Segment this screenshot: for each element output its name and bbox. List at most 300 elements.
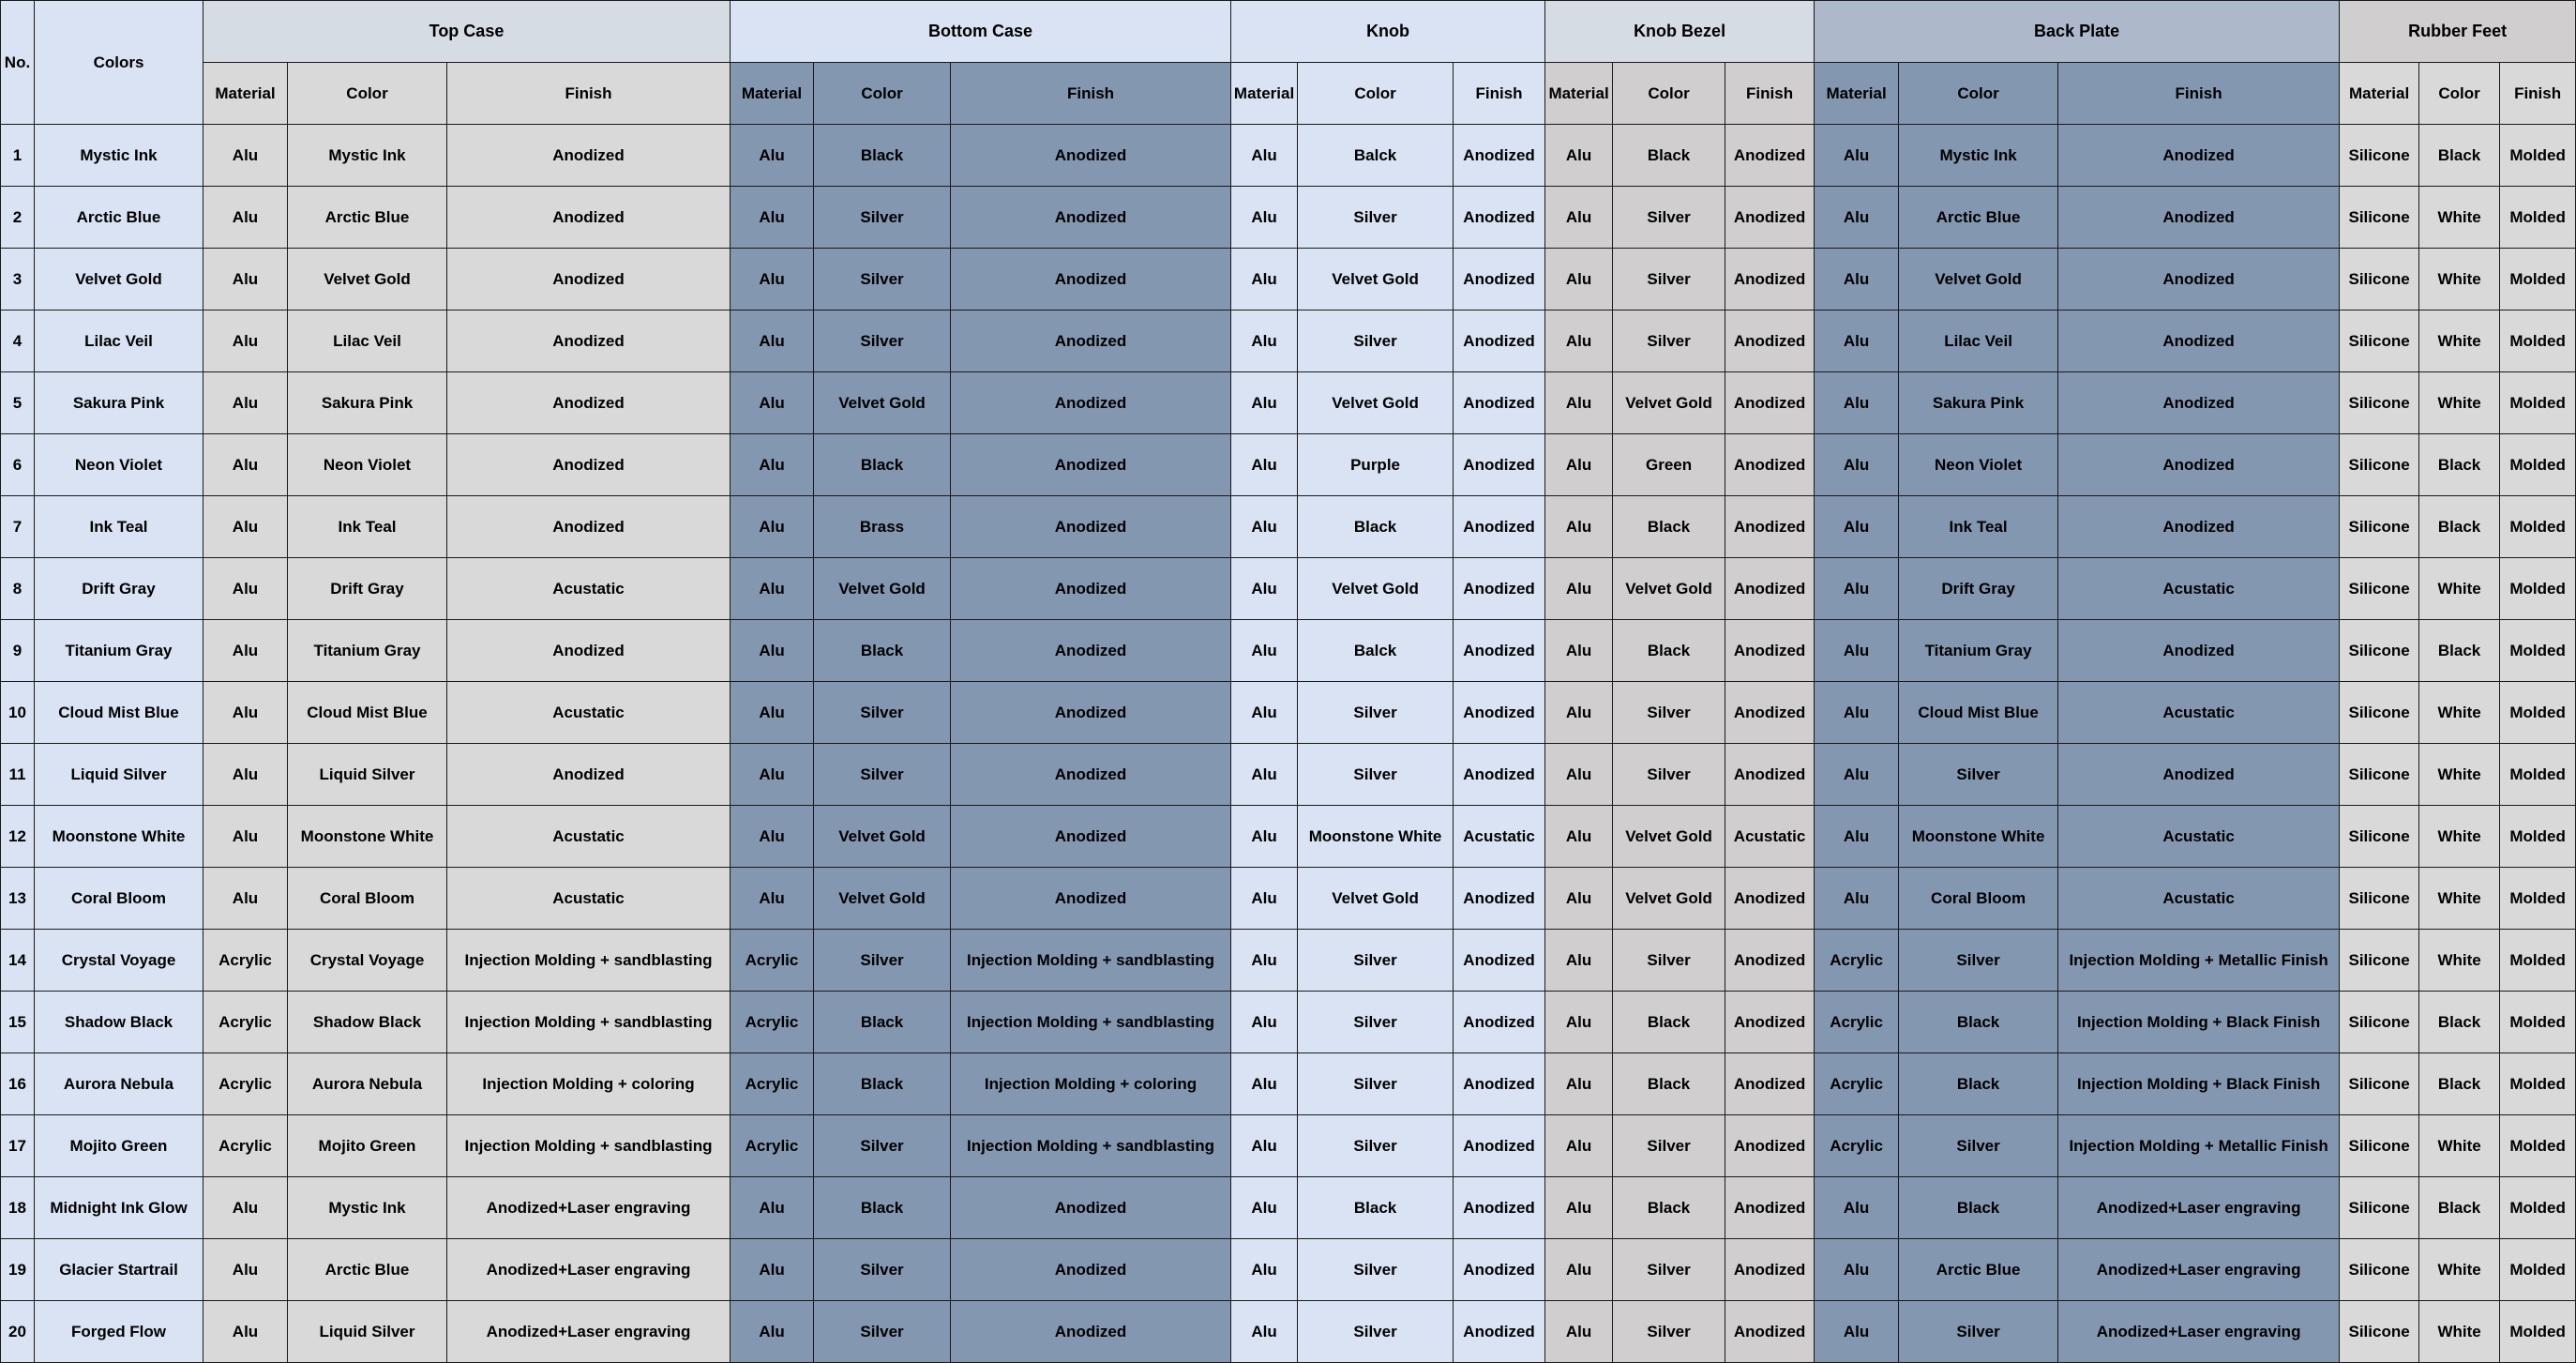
bottom-case-color-cell: Brass <box>814 496 951 558</box>
top-case-material-cell: Alu <box>203 434 288 496</box>
bottom-case-header: Bottom Case <box>731 1 1231 63</box>
rubber-feet-finish-cell: Molded <box>2500 1239 2576 1301</box>
knob-material-cell: Alu <box>1231 1177 1298 1239</box>
row-number-cell: 12 <box>1 806 35 868</box>
knob-bezel-finish-cell: Anodized <box>1725 1177 1815 1239</box>
knob-color-cell: Velvet Gold <box>1298 868 1454 930</box>
row-number-cell: 14 <box>1 930 35 992</box>
knob-color-cell: Black <box>1298 1177 1454 1239</box>
top-case-finish-cell: Injection Molding + sandblasting <box>447 930 731 992</box>
bottom-case-material-cell: Alu <box>731 868 814 930</box>
table-row <box>1 187 2576 249</box>
rubber-feet-material-cell: Silicone <box>2340 992 2419 1053</box>
table-row <box>1 1239 2576 1301</box>
back-plate-material-cell: Alu <box>1815 249 1899 310</box>
back-plate-header: Back Plate <box>1815 1 2340 63</box>
bottom-case-finish-cell: Anodized <box>951 310 1231 372</box>
top-case-material-cell: Alu <box>203 1239 288 1301</box>
top-case-finish-cell: Anodized+Laser engraving <box>447 1239 731 1301</box>
colorway-name-cell: Liquid Silver <box>35 744 203 806</box>
colorway-name-cell: Sakura Pink <box>35 372 203 434</box>
row-number-cell: 13 <box>1 868 35 930</box>
back-plate-color-header: Color <box>1899 63 2058 125</box>
back-plate-color-cell: Ink Teal <box>1899 496 2058 558</box>
rubber-feet-material-cell: Silicone <box>2340 868 2419 930</box>
back-plate-finish-cell: Anodized <box>2058 310 2340 372</box>
bottom-case-color-cell: Silver <box>814 682 951 744</box>
rubber-feet-material-cell: Silicone <box>2340 187 2419 249</box>
bottom-case-color-cell: Black <box>814 992 951 1053</box>
knob-bezel-finish-cell: Anodized <box>1725 372 1815 434</box>
bottom-case-material-cell: Alu <box>731 187 814 249</box>
rubber-feet-material-cell: Silicone <box>2340 1053 2419 1115</box>
top-case-color-cell: Arctic Blue <box>288 1239 447 1301</box>
rubber-feet-finish-cell: Molded <box>2500 434 2576 496</box>
knob-finish-cell: Anodized <box>1454 1301 1545 1363</box>
bottom-case-color-header: Color <box>814 63 951 125</box>
knob-bezel-finish-cell: Anodized <box>1725 682 1815 744</box>
top-case-material-cell: Alu <box>203 372 288 434</box>
top-case-material-cell: Alu <box>203 1177 288 1239</box>
back-plate-finish-cell: Anodized <box>2058 187 2340 249</box>
bottom-case-material-cell: Alu <box>731 682 814 744</box>
back-plate-color-cell: Velvet Gold <box>1899 249 2058 310</box>
rubber-feet-finish-cell: Molded <box>2500 1053 2576 1115</box>
bottom-case-color-cell: Silver <box>814 187 951 249</box>
bottom-case-material-cell: Alu <box>731 310 814 372</box>
bottom-case-finish-cell: Anodized <box>951 1301 1231 1363</box>
colorway-name-cell: Crystal Voyage <box>35 930 203 992</box>
rubber-feet-color-cell: White <box>2419 187 2500 249</box>
rubber-feet-material-header: Material <box>2340 63 2419 125</box>
back-plate-color-cell: Silver <box>1899 1301 2058 1363</box>
knob-bezel-material-cell: Alu <box>1545 868 1613 930</box>
knob-color-cell: Velvet Gold <box>1298 249 1454 310</box>
back-plate-material-cell: Alu <box>1815 744 1899 806</box>
top-case-finish-cell: Anodized <box>447 249 731 310</box>
back-plate-material-cell: Alu <box>1815 496 1899 558</box>
knob-bezel-color-cell: Silver <box>1613 682 1725 744</box>
table-row <box>1 930 2576 992</box>
bottom-case-color-cell: Black <box>814 125 951 187</box>
back-plate-finish-cell: Anodized <box>2058 744 2340 806</box>
bottom-case-finish-cell: Injection Molding + coloring <box>951 1053 1231 1115</box>
rubber-feet-color-cell: Black <box>2419 125 2500 187</box>
knob-bezel-material-cell: Alu <box>1545 1239 1613 1301</box>
knob-color-cell: Silver <box>1298 310 1454 372</box>
knob-bezel-color-header: Color <box>1613 63 1725 125</box>
rubber-feet-color-cell: Black <box>2419 434 2500 496</box>
back-plate-finish-cell: Acustatic <box>2058 806 2340 868</box>
bottom-case-finish-cell: Injection Molding + sandblasting <box>951 930 1231 992</box>
back-plate-color-cell: Silver <box>1899 1115 2058 1177</box>
top-case-color-cell: Cloud Mist Blue <box>288 682 447 744</box>
bottom-case-finish-cell: Anodized <box>951 496 1231 558</box>
colorway-name-cell: Ink Teal <box>35 496 203 558</box>
no-header: No. <box>1 1 35 125</box>
knob-bezel-color-cell: Silver <box>1613 249 1725 310</box>
bottom-case-color-cell: Silver <box>814 249 951 310</box>
knob-material-cell: Alu <box>1231 1301 1298 1363</box>
row-number-cell: 16 <box>1 1053 35 1115</box>
rubber-feet-finish-cell: Molded <box>2500 806 2576 868</box>
bottom-case-color-cell: Silver <box>814 1239 951 1301</box>
back-plate-color-cell: Black <box>1899 992 2058 1053</box>
bottom-case-color-cell: Silver <box>814 930 951 992</box>
back-plate-material-cell: Acrylic <box>1815 930 1899 992</box>
knob-color-cell: Balck <box>1298 125 1454 187</box>
back-plate-color-cell: Coral Bloom <box>1899 868 2058 930</box>
table-row <box>1 434 2576 496</box>
bottom-case-color-cell: Black <box>814 1177 951 1239</box>
table-row <box>1 1301 2576 1363</box>
knob-finish-cell: Acustatic <box>1454 806 1545 868</box>
top-case-color-cell: Moonstone White <box>288 806 447 868</box>
knob-color-cell: Moonstone White <box>1298 806 1454 868</box>
bottom-case-finish-cell: Anodized <box>951 125 1231 187</box>
knob-bezel-material-cell: Alu <box>1545 1177 1613 1239</box>
top-case-finish-cell: Acustatic <box>447 868 731 930</box>
knob-color-cell: Silver <box>1298 930 1454 992</box>
top-case-material-cell: Alu <box>203 682 288 744</box>
bottom-case-material-cell: Alu <box>731 1177 814 1239</box>
knob-bezel-finish-cell: Anodized <box>1725 620 1815 682</box>
top-case-color-cell: Lilac Veil <box>288 310 447 372</box>
back-plate-finish-cell: Anodized+Laser engraving <box>2058 1177 2340 1239</box>
knob-bezel-material-cell: Alu <box>1545 806 1613 868</box>
top-case-finish-cell: Anodized+Laser engraving <box>447 1177 731 1239</box>
bottom-case-material-cell: Alu <box>731 1239 814 1301</box>
knob-finish-cell: Anodized <box>1454 558 1545 620</box>
knob-color-cell: Silver <box>1298 992 1454 1053</box>
row-number-cell: 3 <box>1 249 35 310</box>
row-number-cell: 5 <box>1 372 35 434</box>
knob-bezel-finish-cell: Anodized <box>1725 434 1815 496</box>
back-plate-color-cell: Sakura Pink <box>1899 372 2058 434</box>
top-case-color-cell: Mojito Green <box>288 1115 447 1177</box>
knob-finish-cell: Anodized <box>1454 187 1545 249</box>
back-plate-material-cell: Alu <box>1815 434 1899 496</box>
top-case-material-cell: Alu <box>203 310 288 372</box>
knob-bezel-material-cell: Alu <box>1545 187 1613 249</box>
knob-finish-cell: Anodized <box>1454 1053 1545 1115</box>
knob-bezel-finish-cell: Anodized <box>1725 558 1815 620</box>
rubber-feet-color-cell: White <box>2419 806 2500 868</box>
back-plate-material-cell: Alu <box>1815 125 1899 187</box>
table-row <box>1 806 2576 868</box>
colorway-name-cell: Forged Flow <box>35 1301 203 1363</box>
knob-color-cell: Balck <box>1298 620 1454 682</box>
top-case-material-cell: Alu <box>203 620 288 682</box>
knob-material-cell: Alu <box>1231 620 1298 682</box>
knob-bezel-finish-cell: Anodized <box>1725 187 1815 249</box>
knob-color-cell: Velvet Gold <box>1298 372 1454 434</box>
knob-bezel-material-cell: Alu <box>1545 992 1613 1053</box>
knob-color-cell: Silver <box>1298 1115 1454 1177</box>
rubber-feet-color-cell: White <box>2419 930 2500 992</box>
knob-material-cell: Alu <box>1231 125 1298 187</box>
table-row <box>1 310 2576 372</box>
top-case-color-cell: Velvet Gold <box>288 249 447 310</box>
rubber-feet-color-cell: White <box>2419 868 2500 930</box>
top-case-finish-cell: Anodized <box>447 434 731 496</box>
row-number-cell: 2 <box>1 187 35 249</box>
bottom-case-color-cell: Black <box>814 620 951 682</box>
rubber-feet-color-cell: Black <box>2419 992 2500 1053</box>
back-plate-material-cell: Alu <box>1815 558 1899 620</box>
bottom-case-finish-cell: Anodized <box>951 1239 1231 1301</box>
bottom-case-finish-cell: Anodized <box>951 187 1231 249</box>
bottom-case-finish-header: Finish <box>951 63 1231 125</box>
back-plate-material-cell: Alu <box>1815 682 1899 744</box>
knob-bezel-material-cell: Alu <box>1545 434 1613 496</box>
rubber-feet-material-cell: Silicone <box>2340 249 2419 310</box>
back-plate-material-cell: Alu <box>1815 620 1899 682</box>
knob-bezel-material-cell: Alu <box>1545 125 1613 187</box>
rubber-feet-color-cell: White <box>2419 558 2500 620</box>
bottom-case-finish-cell: Anodized <box>951 558 1231 620</box>
rubber-feet-finish-cell: Molded <box>2500 992 2576 1053</box>
top-case-color-cell: Crystal Voyage <box>288 930 447 992</box>
top-case-color-cell: Ink Teal <box>288 496 447 558</box>
colorway-name-cell: Lilac Veil <box>35 310 203 372</box>
bottom-case-finish-cell: Injection Molding + sandblasting <box>951 992 1231 1053</box>
rubber-feet-color-cell: Black <box>2419 1177 2500 1239</box>
knob-color-cell: Black <box>1298 496 1454 558</box>
back-plate-finish-cell: Anodized <box>2058 620 2340 682</box>
bottom-case-material-cell: Alu <box>731 249 814 310</box>
top-case-color-header: Color <box>288 63 447 125</box>
bottom-case-material-header: Material <box>731 63 814 125</box>
bottom-case-finish-cell: Anodized <box>951 434 1231 496</box>
rubber-feet-header: Rubber Feet <box>2340 1 2576 63</box>
rubber-feet-finish-cell: Molded <box>2500 930 2576 992</box>
knob-finish-cell: Anodized <box>1454 125 1545 187</box>
back-plate-material-cell: Alu <box>1815 187 1899 249</box>
back-plate-finish-header: Finish <box>2058 63 2340 125</box>
top-case-material-cell: Alu <box>203 496 288 558</box>
knob-material-cell: Alu <box>1231 249 1298 310</box>
knob-finish-cell: Anodized <box>1454 930 1545 992</box>
knob-bezel-material-header: Material <box>1545 63 1613 125</box>
bottom-case-material-cell: Acrylic <box>731 992 814 1053</box>
bottom-case-material-cell: Alu <box>731 125 814 187</box>
rubber-feet-material-cell: Silicone <box>2340 744 2419 806</box>
knob-bezel-material-cell: Alu <box>1545 744 1613 806</box>
rubber-feet-finish-cell: Molded <box>2500 1115 2576 1177</box>
knob-color-cell: Silver <box>1298 682 1454 744</box>
table-header <box>1 1 2576 125</box>
rubber-feet-finish-cell: Molded <box>2500 310 2576 372</box>
top-case-finish-cell: Anodized+Laser engraving <box>447 1301 731 1363</box>
knob-bezel-finish-cell: Anodized <box>1725 125 1815 187</box>
knob-bezel-finish-cell: Anodized <box>1725 992 1815 1053</box>
back-plate-color-cell: Mystic Ink <box>1899 125 2058 187</box>
top-case-color-cell: Sakura Pink <box>288 372 447 434</box>
rubber-feet-color-cell: Black <box>2419 1053 2500 1115</box>
knob-material-cell: Alu <box>1231 558 1298 620</box>
back-plate-finish-cell: Anodized <box>2058 434 2340 496</box>
colorway-name-cell: Neon Violet <box>35 434 203 496</box>
top-case-color-cell: Liquid Silver <box>288 744 447 806</box>
knob-material-cell: Alu <box>1231 1115 1298 1177</box>
bottom-case-finish-cell: Anodized <box>951 806 1231 868</box>
back-plate-color-cell: Black <box>1899 1177 2058 1239</box>
back-plate-material-cell: Acrylic <box>1815 992 1899 1053</box>
colorway-name-cell: Coral Bloom <box>35 868 203 930</box>
knob-bezel-color-cell: Black <box>1613 1177 1725 1239</box>
rubber-feet-color-cell: White <box>2419 1115 2500 1177</box>
top-case-color-cell: Arctic Blue <box>288 187 447 249</box>
rubber-feet-material-cell: Silicone <box>2340 682 2419 744</box>
rubber-feet-finish-cell: Molded <box>2500 1301 2576 1363</box>
table-body <box>1 125 2576 1363</box>
back-plate-color-cell: Silver <box>1899 744 2058 806</box>
knob-header: Knob <box>1231 1 1545 63</box>
knob-finish-cell: Anodized <box>1454 496 1545 558</box>
top-case-finish-header: Finish <box>447 63 731 125</box>
knob-finish-cell: Anodized <box>1454 1177 1545 1239</box>
knob-bezel-material-cell: Alu <box>1545 1053 1613 1115</box>
knob-bezel-color-cell: Black <box>1613 620 1725 682</box>
top-case-color-cell: Mystic Ink <box>288 125 447 187</box>
back-plate-color-cell: Lilac Veil <box>1899 310 2058 372</box>
top-case-finish-cell: Anodized <box>447 744 731 806</box>
knob-bezel-material-cell: Alu <box>1545 496 1613 558</box>
back-plate-material-cell: Acrylic <box>1815 1115 1899 1177</box>
knob-finish-cell: Anodized <box>1454 310 1545 372</box>
bottom-case-finish-cell: Anodized <box>951 1177 1231 1239</box>
bottom-case-finish-cell: Anodized <box>951 372 1231 434</box>
back-plate-material-cell: Alu <box>1815 1177 1899 1239</box>
back-plate-color-cell: Titanium Gray <box>1899 620 2058 682</box>
knob-finish-cell: Anodized <box>1454 992 1545 1053</box>
rubber-feet-finish-cell: Molded <box>2500 249 2576 310</box>
rubber-feet-color-cell: White <box>2419 249 2500 310</box>
top-case-finish-cell: Anodized <box>447 372 731 434</box>
rubber-feet-material-cell: Silicone <box>2340 125 2419 187</box>
bottom-case-material-cell: Alu <box>731 434 814 496</box>
rubber-feet-finish-cell: Molded <box>2500 868 2576 930</box>
rubber-feet-color-cell: White <box>2419 744 2500 806</box>
knob-finish-cell: Anodized <box>1454 868 1545 930</box>
top-case-color-cell: Drift Gray <box>288 558 447 620</box>
colorway-name-cell: Titanium Gray <box>35 620 203 682</box>
rubber-feet-finish-cell: Molded <box>2500 682 2576 744</box>
back-plate-finish-cell: Anodized <box>2058 249 2340 310</box>
back-plate-material-cell: Alu <box>1815 1301 1899 1363</box>
back-plate-material-cell: Alu <box>1815 310 1899 372</box>
knob-bezel-finish-cell: Anodized <box>1725 496 1815 558</box>
knob-finish-cell: Anodized <box>1454 1239 1545 1301</box>
group-header-row <box>1 1 2576 63</box>
knob-bezel-finish-cell: Anodized <box>1725 1053 1815 1115</box>
bottom-case-color-cell: Black <box>814 1053 951 1115</box>
knob-bezel-color-cell: Silver <box>1613 310 1725 372</box>
rubber-feet-material-cell: Silicone <box>2340 1301 2419 1363</box>
rubber-feet-color-cell: White <box>2419 310 2500 372</box>
rubber-feet-finish-cell: Molded <box>2500 496 2576 558</box>
colorway-name-cell: Mystic Ink <box>35 125 203 187</box>
bottom-case-material-cell: Alu <box>731 1301 814 1363</box>
back-plate-color-cell: Arctic Blue <box>1899 187 2058 249</box>
knob-bezel-color-cell: Black <box>1613 1053 1725 1115</box>
rubber-feet-finish-cell: Molded <box>2500 1177 2576 1239</box>
bottom-case-finish-cell: Anodized <box>951 620 1231 682</box>
bottom-case-color-cell: Silver <box>814 744 951 806</box>
knob-bezel-color-cell: Silver <box>1613 187 1725 249</box>
row-number-cell: 1 <box>1 125 35 187</box>
knob-bezel-color-cell: Silver <box>1613 1301 1725 1363</box>
knob-material-cell: Alu <box>1231 434 1298 496</box>
rubber-feet-material-cell: Silicone <box>2340 434 2419 496</box>
back-plate-color-cell: Black <box>1899 1053 2058 1115</box>
back-plate-color-cell: Cloud Mist Blue <box>1899 682 2058 744</box>
knob-bezel-color-cell: Green <box>1613 434 1725 496</box>
knob-bezel-finish-cell: Anodized <box>1725 930 1815 992</box>
row-number-cell: 7 <box>1 496 35 558</box>
top-case-finish-cell: Acustatic <box>447 558 731 620</box>
knob-color-cell: Silver <box>1298 1301 1454 1363</box>
colorway-name-cell: Arctic Blue <box>35 187 203 249</box>
top-case-finish-cell: Acustatic <box>447 682 731 744</box>
knob-bezel-material-cell: Alu <box>1545 1115 1613 1177</box>
top-case-color-cell: Aurora Nebula <box>288 1053 447 1115</box>
knob-bezel-finish-cell: Anodized <box>1725 744 1815 806</box>
knob-bezel-color-cell: Silver <box>1613 1239 1725 1301</box>
back-plate-material-cell: Alu <box>1815 868 1899 930</box>
bottom-case-finish-cell: Injection Molding + sandblasting <box>951 1115 1231 1177</box>
bottom-case-material-cell: Alu <box>731 558 814 620</box>
back-plate-material-cell: Acrylic <box>1815 1053 1899 1115</box>
bottom-case-color-cell: Velvet Gold <box>814 372 951 434</box>
knob-bezel-material-cell: Alu <box>1545 930 1613 992</box>
knob-bezel-finish-cell: Acustatic <box>1725 806 1815 868</box>
knob-finish-cell: Anodized <box>1454 744 1545 806</box>
knob-finish-cell: Anodized <box>1454 1115 1545 1177</box>
knob-bezel-finish-cell: Anodized <box>1725 310 1815 372</box>
top-case-material-cell: Alu <box>203 187 288 249</box>
table-row <box>1 868 2576 930</box>
knob-bezel-material-cell: Alu <box>1545 620 1613 682</box>
table-row <box>1 992 2576 1053</box>
rubber-feet-material-cell: Silicone <box>2340 496 2419 558</box>
knob-finish-cell: Anodized <box>1454 434 1545 496</box>
row-number-cell: 18 <box>1 1177 35 1239</box>
back-plate-finish-cell: Anodized <box>2058 372 2340 434</box>
colorway-name-cell: Shadow Black <box>35 992 203 1053</box>
top-case-color-cell: Neon Violet <box>288 434 447 496</box>
top-case-material-cell: Acrylic <box>203 1053 288 1115</box>
back-plate-material-cell: Alu <box>1815 1239 1899 1301</box>
rubber-feet-material-cell: Silicone <box>2340 930 2419 992</box>
back-plate-finish-cell: Acustatic <box>2058 558 2340 620</box>
knob-bezel-color-cell: Silver <box>1613 1115 1725 1177</box>
back-plate-finish-cell: Injection Molding + Metallic Finish <box>2058 1115 2340 1177</box>
row-number-cell: 10 <box>1 682 35 744</box>
knob-material-cell: Alu <box>1231 868 1298 930</box>
bottom-case-color-cell: Velvet Gold <box>814 868 951 930</box>
back-plate-material-cell: Alu <box>1815 806 1899 868</box>
top-case-material-cell: Acrylic <box>203 992 288 1053</box>
sub-header-row <box>1 63 2576 125</box>
knob-material-cell: Alu <box>1231 372 1298 434</box>
rubber-feet-color-header: Color <box>2419 63 2500 125</box>
knob-material-cell: Alu <box>1231 992 1298 1053</box>
top-case-color-cell: Mystic Ink <box>288 1177 447 1239</box>
table-row <box>1 125 2576 187</box>
row-number-cell: 15 <box>1 992 35 1053</box>
